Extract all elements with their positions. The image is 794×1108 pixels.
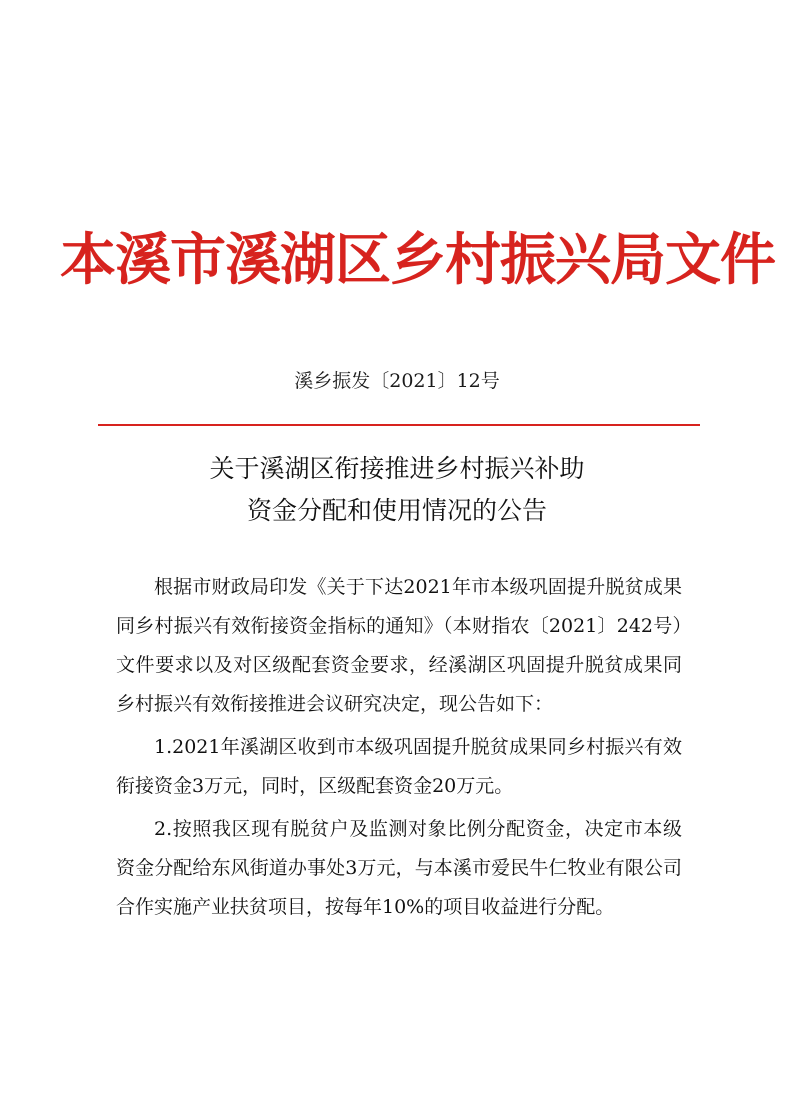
notice-title-line-2: 资金分配和使用情况的公告 — [246, 496, 547, 525]
intro-paragraph: 根据市财政局印发《关于下达2021年市本级巩固提升脱贫成果同乡村振兴有效衔接资金指标的通知》（本财指农〔2021〕242号）文件要求以及对区级配套资金要求，经溪湖区巩固提升脱贫成果同乡村振兴有效衔接推进会议研究决定，现公告如下： — [116, 576, 682, 715]
notice-title — [100, 448, 694, 532]
item-paragraph-2: 2.按照我区现有脱贫户及监测对象比例分配资金，决定市本级资金分配给东风街道办事处3万元，与本溪市爱民牛仁牧业有限公司合作实施产业扶贫项目，按每年10%的项目收益进行分配。 — [116, 818, 682, 918]
item-paragraph-1: 1.2021年溪湖区收到市本级巩固提升脱贫成果同乡村振兴有效衔接资金3万元，同时，区级配套资金20万元。 — [116, 736, 682, 797]
document-number: 溪乡振发〔2021〕12号 — [294, 370, 500, 392]
notice-title-line-1: 关于溪湖区衔接推进乡村振兴补助 — [209, 454, 585, 483]
notice-body — [116, 568, 682, 931]
organization-title: 本溪市溪湖区乡村振兴局文件 — [60, 227, 775, 293]
red-divider-rule — [98, 424, 700, 426]
